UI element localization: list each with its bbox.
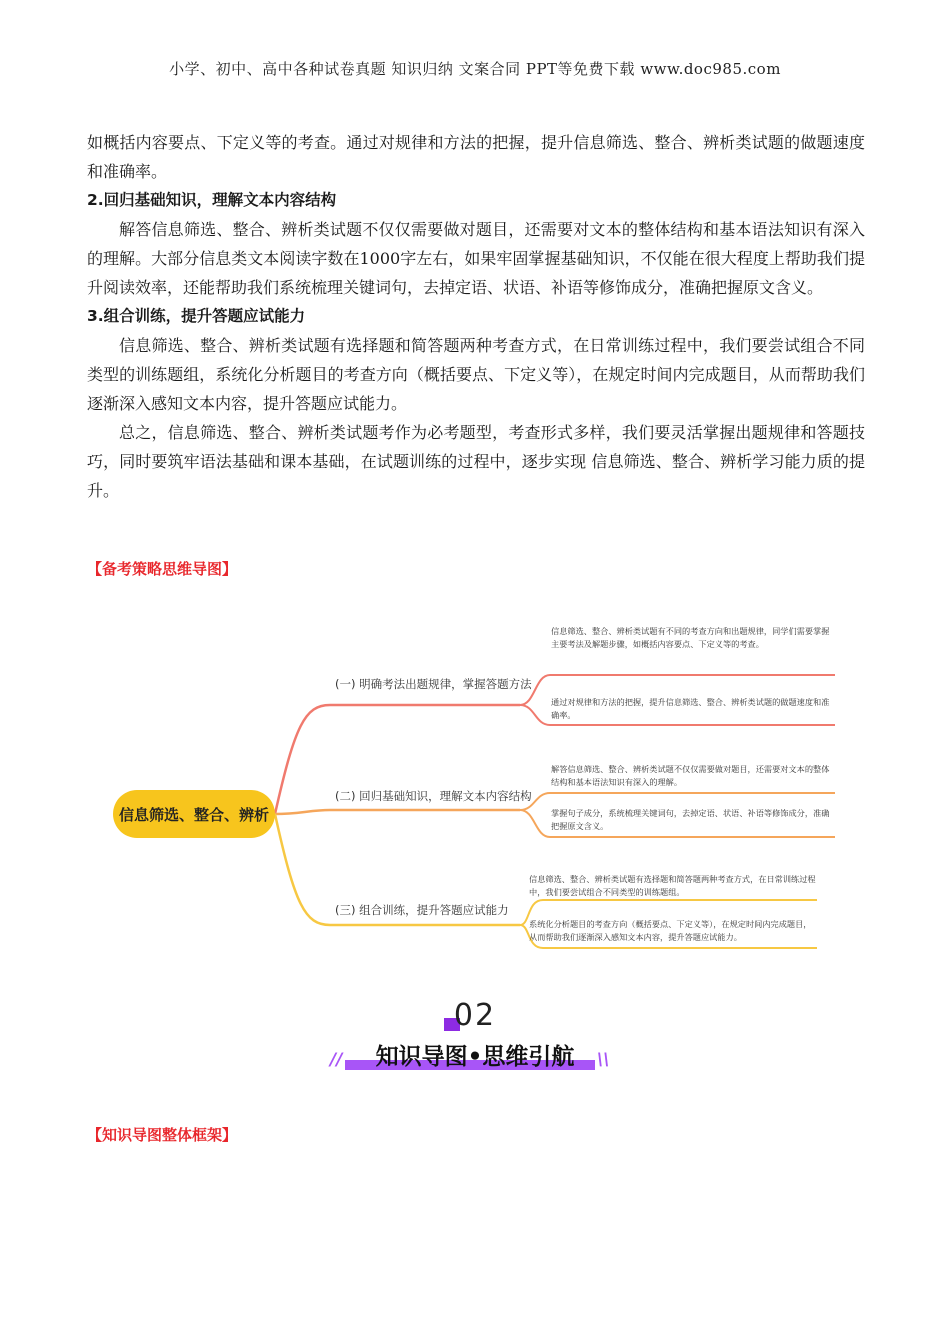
mindmap-leaf-1-2: 通过对规律和方法的把握，提升信息筛选、整合、辨析类试题的做题速度和准确率。 bbox=[551, 697, 830, 720]
branch-2-line bbox=[275, 810, 520, 814]
section-number: 02 bbox=[453, 998, 497, 1033]
page-header: 小学、初中、高中各种试卷真题 知识归纳 文案合同 PPT等免费下载 www.doc985.com bbox=[169, 60, 781, 78]
mindmap-branch-1: (一) 明确考法出题规律，掌握答题方法 bbox=[335, 677, 532, 691]
mindmap-leaf-3-2: 系统化分析题目的考查方向（概括要点、下定义等），在规定时间内完成题目，从而帮助我们逐渐深入感知文本内容，提升答题应试能力。 bbox=[529, 919, 812, 942]
mindmap-leaf-1-1: 信息筛选、整合、辨析类试题有不同的考查方向和出题规律，同学们需要掌握主要考法及解题步骤，如概括内容要点、下定义等的考查。 bbox=[551, 626, 830, 649]
mindmap-branch-3: (三) 组合训练，提升答题应试能力 bbox=[335, 903, 509, 917]
mindmap-leaf-3-1: 信息筛选、整合、辨析类试题有选择题和简答题两种考查方式，在日常训练过程中，我们要尝试组合不同类型的训练题组。 bbox=[529, 874, 816, 897]
mindmap-leaf-2-1: 解答信息筛选、整合、辨析类试题不仅仅需要做对题目，还需要对文本的整体结构和基本语法知识有深入的理解。 bbox=[551, 764, 830, 787]
heading-2: 2.回归基础知识，理解文本内容结构 bbox=[87, 191, 337, 209]
strategy-mindmap bbox=[95, 615, 845, 970]
body-text bbox=[87, 128, 865, 505]
framework-label: 【知识导图整体框架】 bbox=[87, 1126, 238, 1144]
heading-3: 3.组合训练，提升答题应试能力 bbox=[87, 307, 306, 325]
mindmap-branch-2: (二) 回归基础知识，理解文本内容结构 bbox=[335, 789, 532, 803]
paragraph-3: 信息筛选、整合、辨析类试题有选择题和简答题两种考查方式，在日常训练过程中，我们要尝试组合不同类型的训练题组，系统化分析题目的考查方向（概括要点、下定义等），在规定时间内完成题目，从而帮助我们逐渐深入感知文本内容，提升答题应试能力。 bbox=[87, 336, 865, 413]
mindmap-central-node: 信息筛选、整合、辨析 bbox=[113, 790, 275, 838]
section-title: 知识导图•思维引航 bbox=[375, 1044, 575, 1070]
paragraph-4: 总之，信息筛选、整合、辨析类试题考作为必考题型，考查形式多样，我们要灵活掌握出题规律和答题技巧，同时要筑牢语法基础和课本基础，在试题训练的过程中，逐步实现 信息筛选、整合、辨析学习能力质的提升。 bbox=[87, 423, 865, 500]
paragraph-2: 解答信息筛选、整合、辨析类试题不仅仅需要做对题目，还需要对文本的整体结构和基本语法知识有深入的理解。大部分信息类文本阅读字数在1000字左右，如果牢固掌握基础知识，不仅能在很大程度上帮助我们提升阅读效率，还能帮助我们系统梳理关键词句，去掉定语、状语、补语等修饰成分，准确把握原文含义。 bbox=[87, 220, 865, 297]
strategy-mindmap-label: 【备考策略思维导图】 bbox=[87, 560, 238, 578]
paragraph-1: 如概括内容要点、下定义等的考查。通过对规律和方法的把握，提升信息筛选、整合、辨析类试题的做题速度和准确率。 bbox=[87, 133, 865, 181]
right-slash-decoration: \\ bbox=[597, 1050, 610, 1070]
mindmap-leaf-2-2: 掌握句子成分，系统梳理关键词句，去掉定语、状语、补语等修饰成分，准确把握原文含义。 bbox=[551, 808, 830, 831]
left-slash-decoration: // bbox=[330, 1050, 343, 1070]
